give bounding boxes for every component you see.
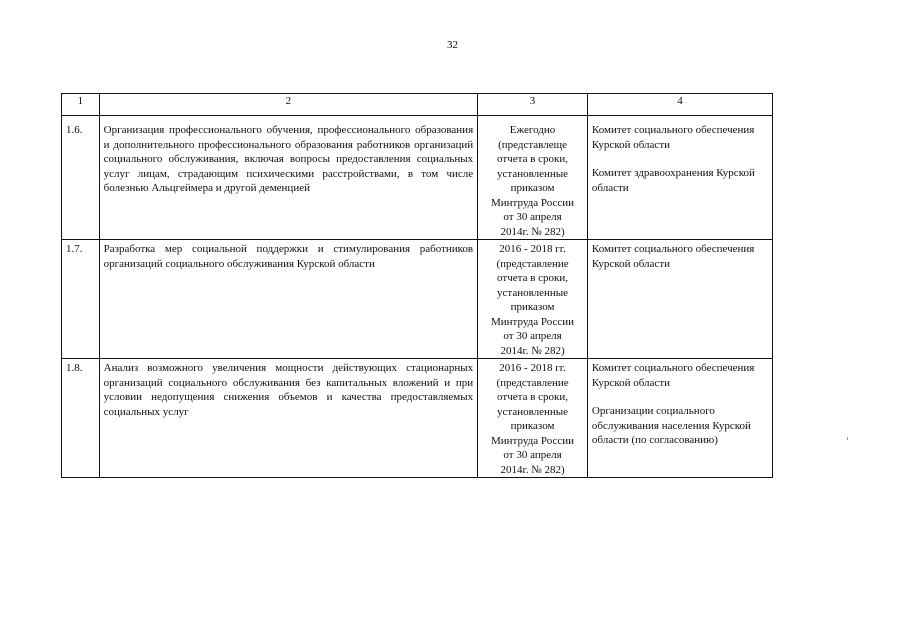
deadline-line: установленные xyxy=(497,167,569,180)
column-header-2: 2 xyxy=(99,94,478,116)
measure-description: Анализ возможного увеличения мощности действующих стационарных организаций социального обслуживания без капитальных вложений и при условии недопущения снижения объемов и качества предоставляемых социальных услуг xyxy=(99,359,478,478)
page-number: 32 xyxy=(447,39,458,51)
responsible-cell xyxy=(587,116,772,240)
deadline-line: 2016 - 2018 гг. xyxy=(499,362,566,374)
column-header-3: 3 xyxy=(478,94,588,116)
deadline-cell xyxy=(478,240,588,359)
deadline-line: отчета в сроки, xyxy=(497,391,569,403)
item-number: 1.7. xyxy=(62,240,100,359)
deadline-line: от 30 апреля xyxy=(503,449,562,461)
responsible-executor: Организации социального обслуживания населения Курской области (по согласованию) xyxy=(591,405,751,446)
column-header-1: 1 xyxy=(62,94,100,116)
responsible-executor: Комитет здравоохранения Курской области xyxy=(591,167,755,194)
deadline-line: установленные xyxy=(497,405,569,418)
deadline-line: (представление xyxy=(496,376,569,389)
deadline-line: (представлеще xyxy=(498,138,567,151)
scan-artifact xyxy=(847,437,848,440)
deadline-line: приказом xyxy=(510,301,555,313)
deadline-line: Минтруда России xyxy=(491,434,575,447)
responsible-executor: Комитет социального обеспечения Курской области xyxy=(591,124,755,151)
deadline-line: 2014г. № 282) xyxy=(500,344,565,357)
deadline-line: 2014г. № 282) xyxy=(500,463,565,476)
deadline-cell xyxy=(478,116,588,240)
table-row xyxy=(62,116,773,240)
deadline-line: Минтруда России xyxy=(491,196,575,209)
measure-description: Разработка мер социальной поддержки и стимулирования работников организаций социального обслуживания Курской области xyxy=(99,240,478,359)
measure-description: Организация профессионального обучения, профессионального образования и дополнительного профессионального образования работников организаций социального обслуживания, включая вопросы предоставления социальных услуг лицам, страдающим психическими расстройствами, в том числе болезнью Альцгеймера и другой деменцией xyxy=(99,116,478,240)
responsible-cell xyxy=(587,359,772,478)
deadline-line: от 30 апреля xyxy=(503,330,562,342)
deadline-line: (представление xyxy=(496,257,569,270)
column-header-4: 4 xyxy=(587,94,772,116)
deadline-line: приказом xyxy=(510,420,555,432)
deadline-line: от 30 апреля xyxy=(503,211,562,223)
deadline-line: отчета в сроки, xyxy=(497,272,569,284)
deadline-line: 2016 - 2018 гг. xyxy=(499,243,566,255)
deadline-line: 2014г. № 282) xyxy=(500,225,565,238)
deadline-cell xyxy=(478,359,588,478)
deadline-line: Ежегодно xyxy=(509,124,556,136)
table-header-row xyxy=(62,94,773,116)
table-row xyxy=(62,240,773,359)
deadline-line: приказом xyxy=(510,182,555,194)
deadline-line: Минтруда России xyxy=(491,315,575,328)
item-number: 1.8. xyxy=(62,359,100,478)
table-row xyxy=(62,359,773,478)
responsible-cell xyxy=(587,240,772,359)
responsible-executor: Комитет социального обеспечения Курской области xyxy=(591,243,755,270)
measures-table xyxy=(61,93,773,478)
responsible-executor: Комитет социального обеспечения Курской области xyxy=(591,362,755,389)
deadline-line: отчета в сроки, xyxy=(497,153,569,165)
item-number: 1.6. xyxy=(62,116,100,240)
deadline-line: установленные xyxy=(497,286,569,299)
